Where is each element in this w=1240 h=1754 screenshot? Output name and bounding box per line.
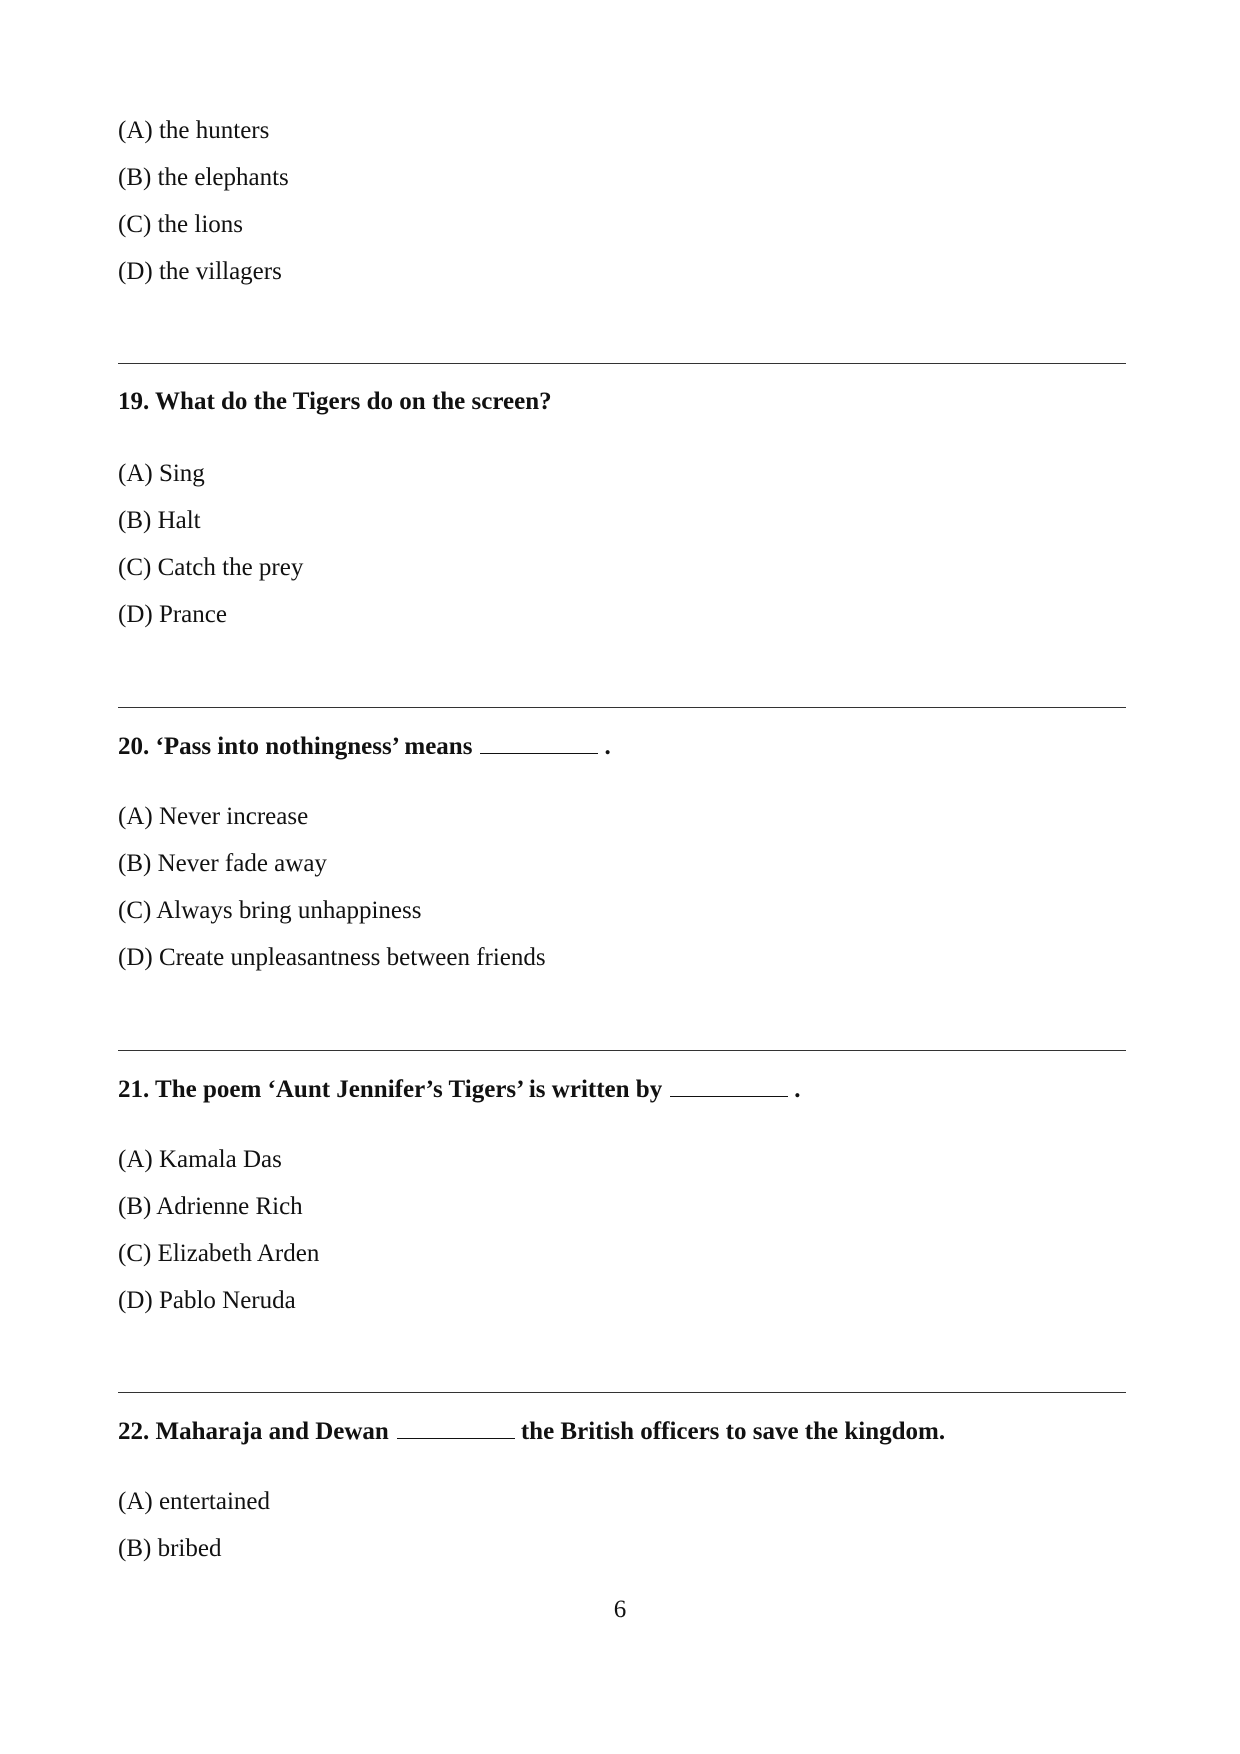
q22-question-text: 22. Maharaja and Dewan bbox=[118, 1418, 389, 1445]
q20-option-a: (A) Never increase bbox=[118, 803, 309, 830]
divider-rule bbox=[118, 363, 1126, 364]
q22-option-b: (B) bribed bbox=[118, 1535, 222, 1562]
divider-rule bbox=[118, 1050, 1126, 1051]
q21-question-end: . bbox=[794, 1076, 801, 1103]
q22-question-end: the British officers to save the kingdom. bbox=[520, 1418, 946, 1445]
divider-rule bbox=[118, 707, 1126, 708]
fill-in-blank bbox=[480, 731, 598, 754]
q19-options bbox=[118, 460, 303, 648]
q19-option-b: (B) Halt bbox=[118, 507, 201, 534]
page-number: 6 bbox=[613, 1596, 627, 1623]
q21-option-c: (C) Elizabeth Arden bbox=[118, 1240, 320, 1267]
q20-option-b: (B) Never fade away bbox=[118, 850, 327, 877]
q18-option-a: (A) the hunters bbox=[118, 117, 270, 144]
q21-option-b: (B) Adrienne Rich bbox=[118, 1193, 303, 1220]
q21-question bbox=[118, 1074, 800, 1105]
q19-option-d: (D) Prance bbox=[118, 601, 227, 628]
fill-in-blank bbox=[670, 1074, 788, 1097]
q20-question-text: 20. ‘Pass into nothingness’ means bbox=[118, 733, 473, 760]
q18-option-c: (C) the lions bbox=[118, 211, 243, 238]
q21-option-a: (A) Kamala Das bbox=[118, 1146, 282, 1173]
q20-option-c: (C) Always bring unhappiness bbox=[118, 897, 422, 924]
q19-question: 19. What do the Tigers do on the screen? bbox=[118, 388, 552, 415]
q21-question-text: 21. The poem ‘Aunt Jennifer’s Tigers’ is written by bbox=[118, 1076, 663, 1103]
q20-option-d: (D) Create unpleasantness between friends bbox=[118, 944, 546, 971]
divider-rule bbox=[118, 1392, 1126, 1393]
q21-option-d: (D) Pablo Neruda bbox=[118, 1287, 296, 1314]
q19-option-c: (C) Catch the prey bbox=[118, 554, 304, 581]
fill-in-blank bbox=[397, 1416, 515, 1439]
q20-options bbox=[118, 803, 546, 991]
q22-question bbox=[118, 1416, 945, 1447]
q18-options bbox=[118, 117, 289, 305]
q20-question bbox=[118, 731, 611, 762]
q22-option-a: (A) entertained bbox=[118, 1488, 271, 1515]
q21-options bbox=[118, 1146, 319, 1334]
q18-option-d: (D) the villagers bbox=[118, 258, 282, 285]
q22-options bbox=[118, 1488, 270, 1582]
q18-option-b: (B) the elephants bbox=[118, 164, 289, 191]
q20-question-end: . bbox=[604, 733, 611, 760]
q19-option-a: (A) Sing bbox=[118, 460, 205, 487]
